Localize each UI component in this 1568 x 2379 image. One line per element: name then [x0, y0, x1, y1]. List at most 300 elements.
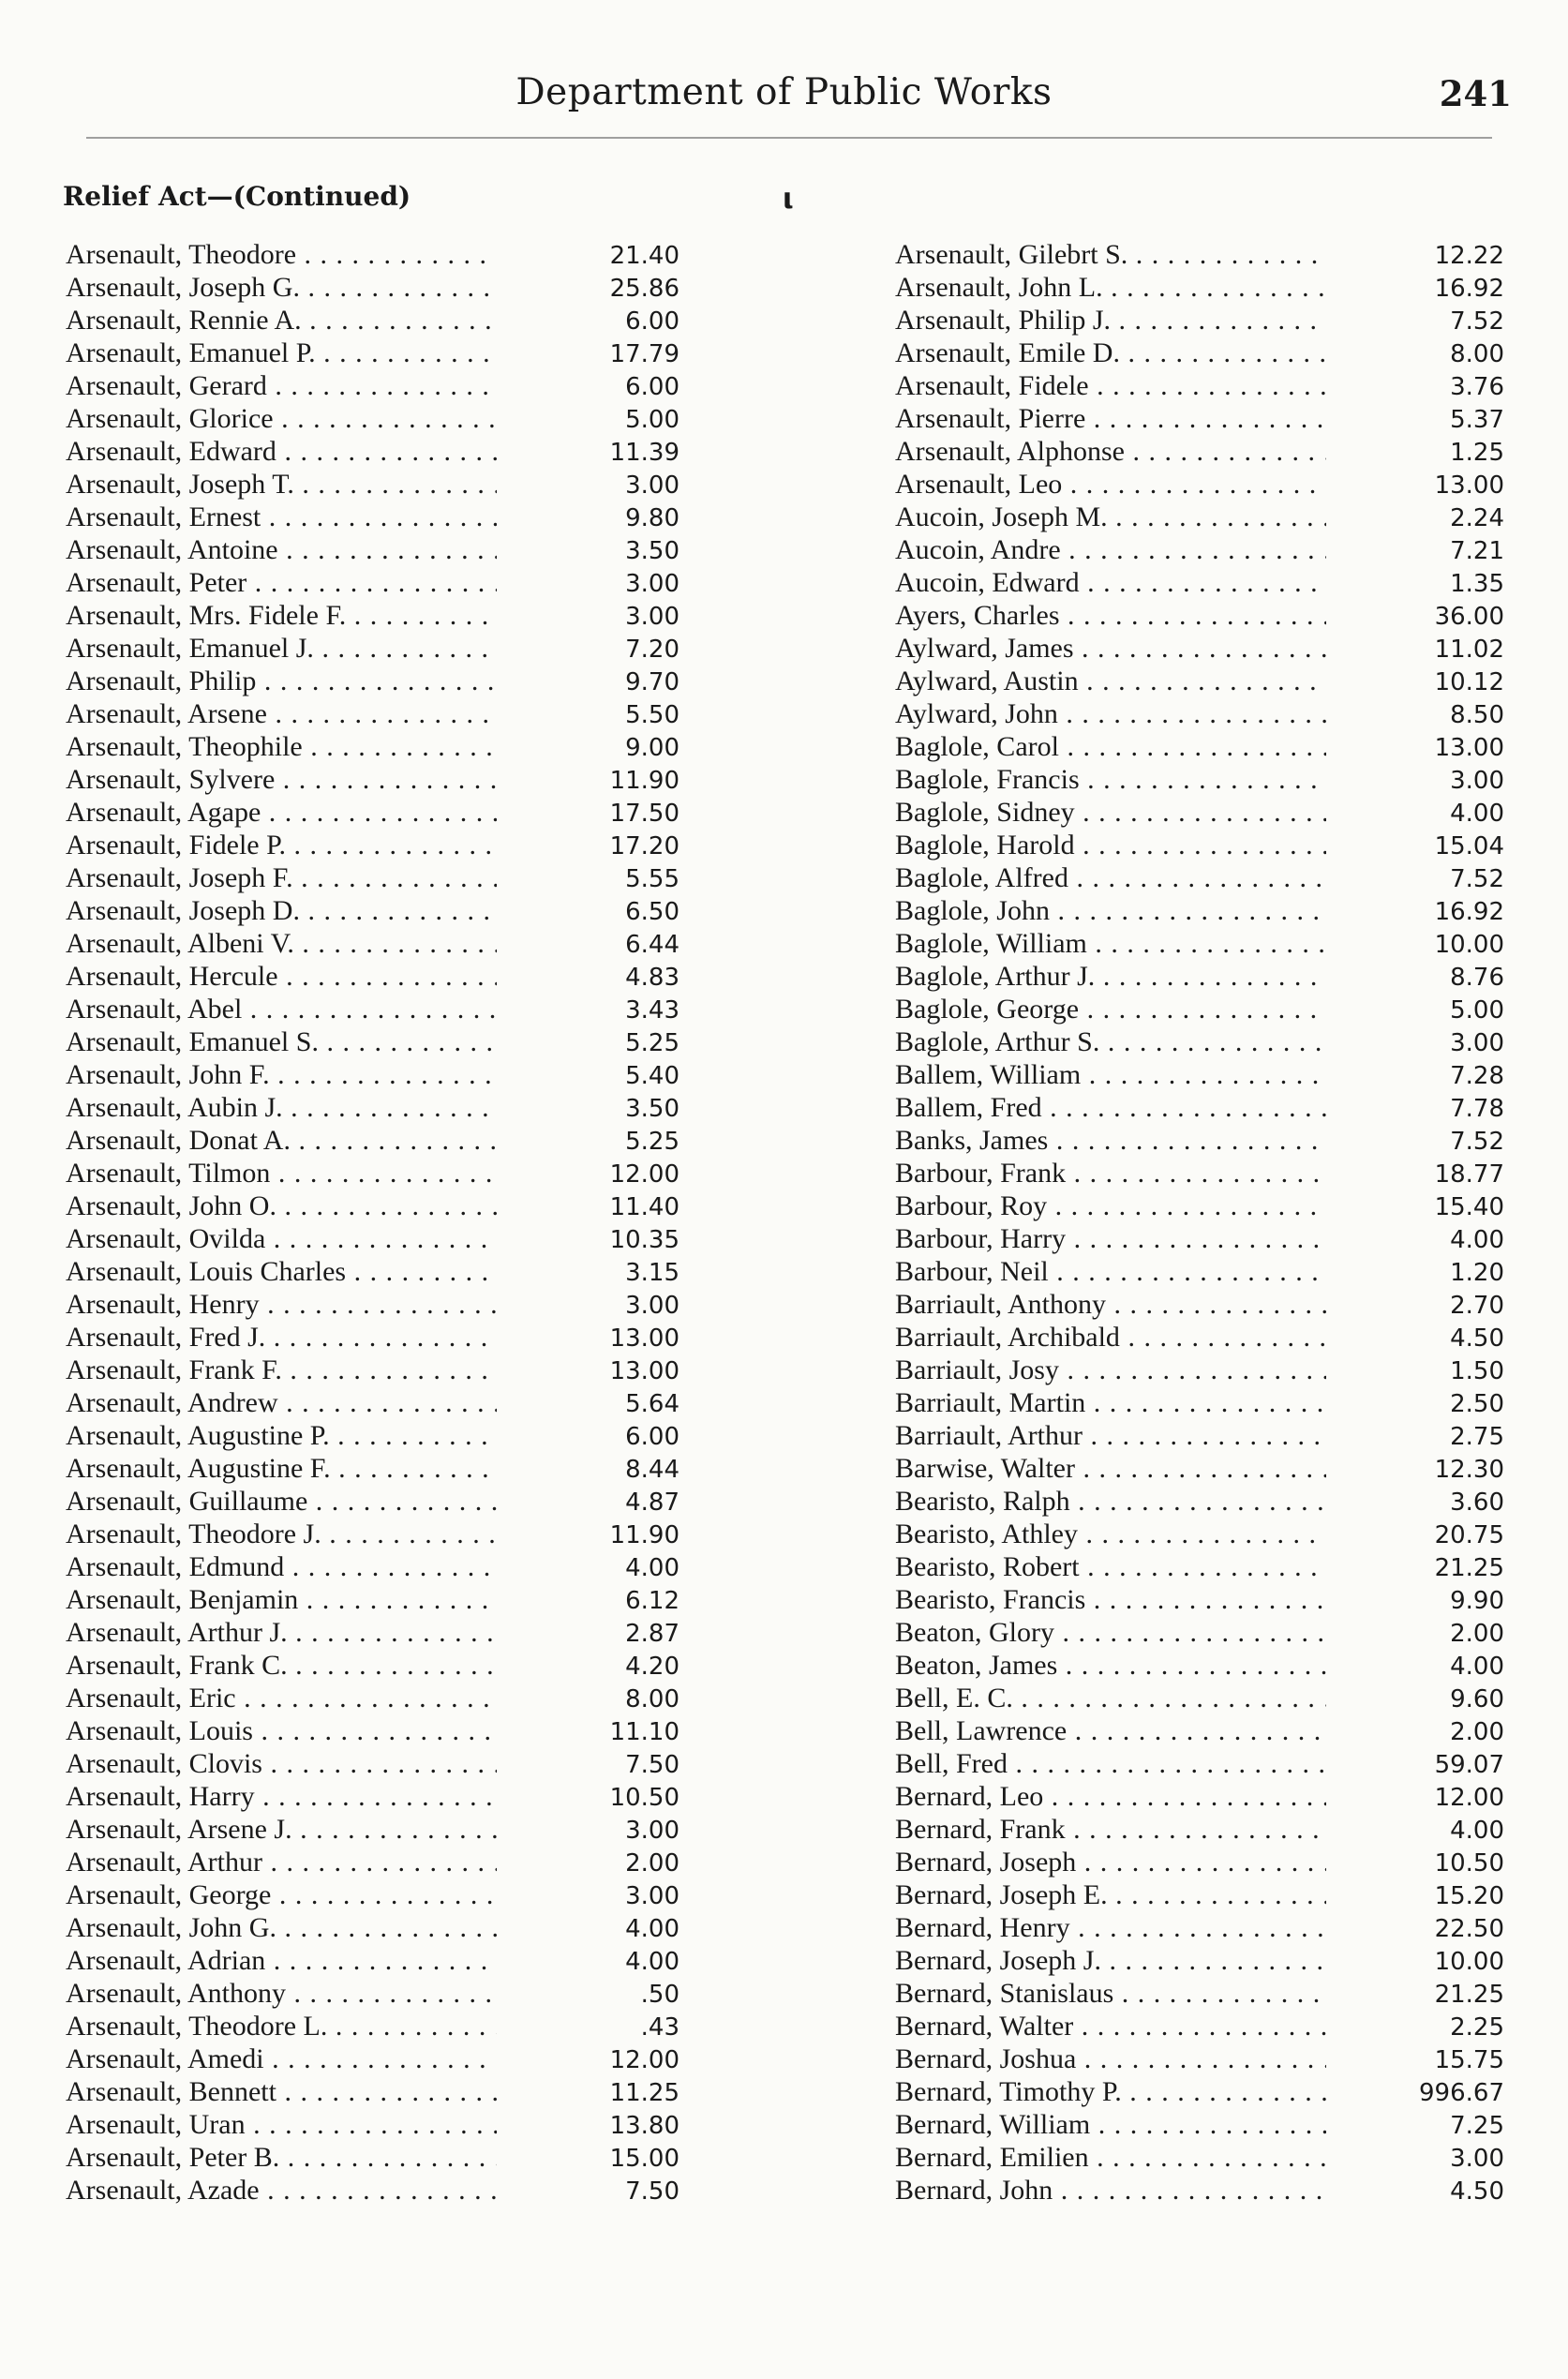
ledger-entry [66, 2042, 679, 2075]
payment-amount: 5.40 [625, 1062, 679, 1090]
payee-name: Arsenault, Agape . . . [66, 796, 497, 829]
payee-name: Barwise, Walter . . . [895, 1452, 1326, 1485]
payment-amount: 11.40 [609, 1193, 679, 1221]
ledger-entry [895, 1025, 1504, 1058]
ledger-entry [66, 665, 679, 697]
payment-amount: 8.00 [1450, 340, 1504, 368]
ledger-entry [895, 1583, 1504, 1616]
payment-amount: 5.25 [625, 1128, 679, 1156]
ledger-entry [895, 697, 1504, 730]
ledger-entry [895, 2042, 1504, 2075]
payee-name: Ballem, Fred . . . [895, 1091, 1326, 1124]
ledger-entry [895, 1518, 1504, 1550]
payee-name: Bernard, Timothy P. . . . [895, 2075, 1326, 2108]
payee-name: Baglole, John . . . [895, 894, 1326, 927]
payment-amount: 4.00 [625, 1554, 679, 1582]
payee-name: Arsenault, Philip . . . [66, 665, 497, 697]
payment-amount: 36.00 [1434, 603, 1504, 631]
payee-name: Beaton, Glory . . . [895, 1616, 1326, 1649]
payee-name: Arsenault, Gerard . . . [66, 369, 497, 402]
payment-amount: 10.12 [1434, 668, 1504, 696]
ledger-entry [66, 1288, 679, 1321]
payment-amount: 4.83 [625, 964, 679, 992]
payee-name: Arsenault, Philip J. . . . [895, 304, 1326, 337]
ledger-entry [895, 1616, 1504, 1649]
payment-amount: 11.39 [609, 439, 679, 467]
payee-name: Arsenault, Andrew . . . [66, 1386, 497, 1419]
payment-amount: 12.00 [1434, 1784, 1504, 1812]
payee-name: Bernard, Joshua . . . [895, 2042, 1326, 2075]
payee-name: Barbour, Harry . . . [895, 1222, 1326, 1255]
payee-name: Arsenault, Mrs. Fidele F. . . . [66, 599, 497, 632]
payee-name: Aucoin, Edward . . . [895, 566, 1326, 599]
payee-name: Bernard, Stanislaus . . . [895, 1977, 1326, 2010]
payee-name: Bernard, William . . . [895, 2108, 1326, 2141]
payment-amount: 4.00 [1450, 1817, 1504, 1845]
payment-amount: 6.00 [625, 1423, 679, 1451]
ledger-entry [66, 369, 679, 402]
payment-amount: 1.35 [1450, 570, 1504, 598]
ledger-entry [66, 632, 679, 665]
payment-amount: 2.25 [1450, 2013, 1504, 2042]
ledger-entry [66, 1452, 679, 1485]
payment-amount: 6.12 [625, 1587, 679, 1615]
ledger-entry [66, 566, 679, 599]
ledger-entry [66, 402, 679, 435]
payee-name: Arsenault, Joseph D. . . . [66, 894, 497, 927]
ledger-entry [66, 304, 679, 337]
ledger-entry [895, 665, 1504, 697]
ledger-entry [66, 960, 679, 993]
payee-name: Arsenault, Theodore L. . . . [66, 2010, 497, 2042]
payment-amount: 3.00 [1450, 1029, 1504, 1057]
ledger-entry [895, 533, 1504, 566]
payee-name: Bell, Fred . . . [895, 1747, 1326, 1780]
ledger-entry [66, 894, 679, 927]
ledger-entry [66, 1583, 679, 1616]
payment-amount: 7.78 [1450, 1095, 1504, 1123]
ledger-entry [895, 632, 1504, 665]
ledger-entry [895, 1485, 1504, 1518]
ledger-entry [895, 1944, 1504, 1977]
payee-name: Arsenault, Guillaume . . . [66, 1485, 497, 1518]
ledger-entry [66, 501, 679, 533]
payment-amount: 25.86 [609, 275, 679, 303]
payment-amount: 7.52 [1450, 865, 1504, 893]
ledger-entry [895, 993, 1504, 1025]
payee-name: Barriault, Martin . . . [895, 1386, 1326, 1419]
ledger-entry [66, 1682, 679, 1714]
ledger-entry [66, 1058, 679, 1091]
ledger-entry [66, 1714, 679, 1747]
ledger-entry [66, 861, 679, 894]
payment-amount: 3.76 [1450, 373, 1504, 401]
payee-name: Arsenault, Alphonse . . . [895, 435, 1326, 468]
payee-name: Arsenault, Ovilda . . . [66, 1222, 497, 1255]
payee-name: Arsenault, Pierre . . . [895, 402, 1326, 435]
ledger-entry [895, 1222, 1504, 1255]
payment-amount: 8.00 [625, 1685, 679, 1713]
payee-name: Ballem, William . . . [895, 1058, 1326, 1091]
payment-amount: 5.50 [625, 701, 679, 729]
payment-amount: 6.44 [625, 931, 679, 959]
payment-amount: .43 [640, 2013, 679, 2042]
payee-name: Arsenault, John G. . . . [66, 1911, 497, 1944]
ledger-entry [895, 763, 1504, 796]
payee-name: Arsenault, Emanuel P. . . . [66, 337, 497, 369]
ledger-entry [66, 927, 679, 960]
payee-name: Arsenault, Peter . . . [66, 566, 497, 599]
payee-name: Bernard, Joseph J. . . . [895, 1944, 1326, 1977]
payee-name: Bell, Lawrence . . . [895, 1714, 1326, 1747]
ledger-entry [895, 1649, 1504, 1682]
section-heading: Relief Act—(Continued) [63, 181, 411, 212]
payee-name: Bearisto, Francis . . . [895, 1583, 1326, 1616]
payment-amount: 21.40 [609, 242, 679, 270]
ledger-entry [895, 894, 1504, 927]
payment-amount: 12.30 [1434, 1456, 1504, 1484]
payment-amount: 3.00 [625, 1292, 679, 1320]
ledger-entry [895, 1846, 1504, 1878]
payee-name: Arsenault, Frank C. . . . [66, 1649, 497, 1682]
payee-name: Barriault, Josy . . . [895, 1354, 1326, 1386]
payee-name: Bernard, Henry . . . [895, 1911, 1326, 1944]
ledger-entry [895, 1288, 1504, 1321]
payee-name: Arsenault, Amedi . . . [66, 2042, 497, 2075]
ledger-entry [66, 2108, 679, 2141]
payment-amount: 10.50 [1434, 1849, 1504, 1878]
ledger-entry [895, 304, 1504, 337]
payee-name: Arsenault, Eric . . . [66, 1682, 497, 1714]
payment-amount: 12.00 [609, 2046, 679, 2074]
payment-amount: 7.25 [1450, 2112, 1504, 2140]
payment-amount: 3.00 [625, 1882, 679, 1910]
payment-amount: 16.92 [1434, 275, 1504, 303]
payment-amount: 3.00 [1450, 767, 1504, 795]
ledger-entry [895, 1747, 1504, 1780]
ledger-entry [66, 238, 679, 271]
payee-name: Arsenault, Theophile . . . [66, 730, 497, 763]
payee-name: Arsenault, Louis Charles . . . [66, 1255, 497, 1288]
payee-name: Arsenault, Gilebrt S. . . . [895, 238, 1326, 271]
payment-amount: 2.70 [1450, 1292, 1504, 1320]
ledger-entry [895, 1386, 1504, 1419]
payee-name: Arsenault, John O. . . . [66, 1190, 497, 1222]
ledger-entry [66, 1649, 679, 1682]
ledger-entry [895, 2075, 1504, 2108]
payee-name: Baglole, Arthur J. . . . [895, 960, 1326, 993]
payee-name: Aylward, Austin . . . [895, 665, 1326, 697]
payment-amount: 9.90 [1450, 1587, 1504, 1615]
payee-name: Arsenault, Theodore . . . [66, 238, 497, 271]
ledger-entry [895, 927, 1504, 960]
ledger-entry [895, 468, 1504, 501]
ledger-entry [895, 1157, 1504, 1190]
payment-amount: 3.00 [625, 471, 679, 500]
payment-amount: 9.80 [625, 504, 679, 532]
payment-amount: 5.25 [625, 1029, 679, 1057]
ledger-entry [66, 1157, 679, 1190]
payment-amount: 13.80 [609, 2112, 679, 2140]
payment-amount: 4.20 [625, 1653, 679, 1681]
payee-name: Baglole, Sidney . . . [895, 796, 1326, 829]
ledger-entry [66, 1190, 679, 1222]
payee-name: Arsenault, Azade . . . [66, 2174, 497, 2207]
ledger-entry [66, 1222, 679, 1255]
payment-amount: .50 [640, 1981, 679, 2009]
payee-name: Arsenault, Emanuel J. . . . [66, 632, 497, 665]
payment-amount: 3.43 [625, 996, 679, 1025]
payee-name: Arsenault, Arthur . . . [66, 1846, 497, 1878]
payment-amount: 18.77 [1434, 1160, 1504, 1189]
ledger-entry [895, 829, 1504, 861]
header-rule [86, 137, 1492, 139]
ledger-entry [895, 599, 1504, 632]
payee-name: Arsenault, Augustine F. . . . [66, 1452, 497, 1485]
payee-name: Arsenault, Emile D. . . . [895, 337, 1326, 369]
payment-amount: 12.22 [1434, 242, 1504, 270]
payee-name: Arsenault, Edmund . . . [66, 1550, 497, 1583]
payee-name: Arsenault, George . . . [66, 1878, 497, 1911]
payment-amount: 10.35 [609, 1226, 679, 1254]
ledger-entry [66, 599, 679, 632]
payee-name: Barbour, Frank . . . [895, 1157, 1326, 1190]
ledger-entry [895, 1321, 1504, 1354]
ledger-entry [895, 1419, 1504, 1452]
ledger-entry [66, 1091, 679, 1124]
payment-amount: 15.20 [1434, 1882, 1504, 1910]
payment-amount: 3.60 [1450, 1489, 1504, 1517]
ledger-entry [895, 2141, 1504, 2174]
ledger-entry [66, 763, 679, 796]
payment-amount: 4.00 [1450, 1226, 1504, 1254]
payee-name: Arsenault, John L. . . . [895, 271, 1326, 304]
payment-amount: 4.50 [1450, 1324, 1504, 1353]
payee-name: Arsenault, Joseph T. . . . [66, 468, 497, 501]
ledger-entry [66, 2174, 679, 2207]
ledger-entry [895, 1682, 1504, 1714]
payment-amount: 8.50 [1450, 701, 1504, 729]
payee-name: Barriault, Archibald . . . [895, 1321, 1326, 1354]
payee-name: Arsenault, Joseph F. . . . [66, 861, 497, 894]
payment-amount: 4.00 [625, 1948, 679, 1976]
payee-name: Ayers, Charles . . . [895, 599, 1326, 632]
payee-name: Barriault, Anthony . . . [895, 1288, 1326, 1321]
payee-name: Arsenault, Tilmon . . . [66, 1157, 497, 1190]
payment-amount: 3.00 [625, 603, 679, 631]
ledger-entry [895, 1878, 1504, 1911]
payee-name: Arsenault, Bennett . . . [66, 2075, 497, 2108]
payee-name: Baglole, Harold . . . [895, 829, 1326, 861]
payment-amount: 15.00 [609, 2145, 679, 2173]
ledger-entry [66, 1485, 679, 1518]
payment-amount: 4.50 [1450, 2177, 1504, 2206]
payee-name: Arsenault, Benjamin . . . [66, 1583, 497, 1616]
payment-amount: 16.92 [1434, 898, 1504, 926]
payee-name: Aucoin, Joseph M. . . . [895, 501, 1326, 533]
ledger-entry [66, 1911, 679, 1944]
department-title: Department of Public Works [515, 71, 1053, 113]
payment-amount: 10.00 [1434, 931, 1504, 959]
ledger-entry [66, 468, 679, 501]
payment-amount: 1.20 [1450, 1259, 1504, 1287]
payment-amount: 2.00 [1450, 1620, 1504, 1648]
ledger-entry [66, 697, 679, 730]
payment-amount: 5.37 [1450, 406, 1504, 434]
ledger-entry [895, 1813, 1504, 1846]
payee-name: Bearisto, Robert . . . [895, 1550, 1326, 1583]
payment-amount: 9.70 [625, 668, 679, 696]
ledger-entry [895, 369, 1504, 402]
payee-name: Bernard, Walter . . . [895, 2010, 1326, 2042]
ledger-entry [66, 1780, 679, 1813]
ledger-entry [895, 1714, 1504, 1747]
payment-amount: 12.00 [609, 1160, 679, 1189]
ledger-entry [66, 1813, 679, 1846]
payee-name: Baglole, William . . . [895, 927, 1326, 960]
payee-name: Bearisto, Ralph . . . [895, 1485, 1326, 1518]
payee-name: Bearisto, Athley . . . [895, 1518, 1326, 1550]
payment-amount: 17.50 [609, 800, 679, 828]
payee-name: Arsenault, Hercule . . . [66, 960, 497, 993]
payee-name: Bernard, Emilien . . . [895, 2141, 1326, 2174]
ledger-entry [895, 1124, 1504, 1157]
payment-amount: 11.25 [609, 2079, 679, 2107]
payee-name: Bernard, John . . . [895, 2174, 1326, 2207]
payee-name: Arsenault, Arsene J. . . . [66, 1813, 497, 1846]
payment-amount: 59.07 [1434, 1751, 1504, 1779]
ledger-entry [66, 1354, 679, 1386]
payee-name: Bell, E. C. . . . [895, 1682, 1326, 1714]
payment-amount: 17.79 [609, 340, 679, 368]
payee-name: Bernard, Frank . . . [895, 1813, 1326, 1846]
payment-amount: 10.50 [609, 1784, 679, 1812]
payment-amount: 4.00 [625, 1915, 679, 1943]
payment-amount: 17.20 [609, 832, 679, 860]
payee-name: Arsenault, Donat A. . . . [66, 1124, 497, 1157]
payment-amount: 2.87 [625, 1620, 679, 1648]
payment-amount: 15.04 [1434, 832, 1504, 860]
payee-name: Arsenault, Uran . . . [66, 2108, 497, 2141]
ledger-entry [895, 1911, 1504, 1944]
ledger-entry [895, 1058, 1504, 1091]
payee-name: Arsenault, Ernest . . . [66, 501, 497, 533]
payee-name: Barbour, Roy . . . [895, 1190, 1326, 1222]
ledger-entry [895, 402, 1504, 435]
payee-name: Arsenault, Rennie A. . . . [66, 304, 497, 337]
ledger-entry [895, 1780, 1504, 1813]
ledger-entry [66, 1321, 679, 1354]
ledger-entry [66, 1386, 679, 1419]
payment-amount: 11.90 [609, 1521, 679, 1549]
payee-name: Arsenault, Fred J. . . . [66, 1321, 497, 1354]
ledger-entry [66, 2010, 679, 2042]
ledger-entry [66, 533, 679, 566]
payment-amount: 22.50 [1434, 1915, 1504, 1943]
ledger-entry [66, 1124, 679, 1157]
payee-name: Arsenault, Frank F. . . . [66, 1354, 497, 1386]
payment-amount: 20.75 [1434, 1521, 1504, 1549]
payee-name: Arsenault, Aubin J. . . . [66, 1091, 497, 1124]
ledger-entry [66, 1747, 679, 1780]
payment-amount: 4.00 [1450, 800, 1504, 828]
ledger-entry [66, 1977, 679, 2010]
payment-amount: 2.00 [1450, 1718, 1504, 1746]
payee-name: Baglole, George . . . [895, 993, 1326, 1025]
ledger-entry [895, 1977, 1504, 2010]
ledger-entry [895, 1452, 1504, 1485]
payee-name: Bernard, Joseph . . . [895, 1846, 1326, 1878]
page-header [56, 71, 1512, 127]
ledger-entry [895, 2174, 1504, 2207]
ledger-entry [66, 730, 679, 763]
payment-amount: 8.76 [1450, 964, 1504, 992]
payee-name: Aylward, James . . . [895, 632, 1326, 665]
payee-name: Arsenault, Leo . . . [895, 468, 1326, 501]
ledger-entry [895, 2010, 1504, 2042]
payee-name: Bernard, Leo . . . [895, 1780, 1326, 1813]
payment-amount: 6.50 [625, 898, 679, 926]
payment-amount: 3.00 [625, 570, 679, 598]
payment-amount: 7.21 [1450, 537, 1504, 565]
payment-amount: 15.40 [1434, 1193, 1504, 1221]
payee-name: Bernard, Joseph E. . . . [895, 1878, 1326, 1911]
payee-name: Arsenault, Abel . . . [66, 993, 497, 1025]
payment-amount: 4.87 [625, 1489, 679, 1517]
payee-name: Arsenault, Harry . . . [66, 1780, 497, 1813]
payment-amount: 8.44 [625, 1456, 679, 1484]
ledger-entry [66, 2075, 679, 2108]
payment-amount: 13.00 [609, 1357, 679, 1385]
payee-name: Arsenault, Glorice . . . [66, 402, 497, 435]
payment-amount: 2.50 [1450, 1390, 1504, 1418]
payee-name: Baglole, Alfred . . . [895, 861, 1326, 894]
payment-amount: 7.52 [1450, 1128, 1504, 1156]
ledger-entry [895, 1190, 1504, 1222]
payee-name: Baglole, Carol . . . [895, 730, 1326, 763]
payee-name: Banks, James . . . [895, 1124, 1326, 1157]
payment-amount: 6.00 [625, 307, 679, 336]
payee-name: Arsenault, Clovis . . . [66, 1747, 497, 1780]
ledger-entry [66, 829, 679, 861]
ledger-entry [66, 1846, 679, 1878]
payment-amount: 2.75 [1450, 1423, 1504, 1451]
ledger-entry [66, 1550, 679, 1583]
ledger-entry [895, 796, 1504, 829]
ledger-entry [895, 1255, 1504, 1288]
payment-amount: 4.00 [1450, 1653, 1504, 1681]
payment-amount: 3.50 [625, 537, 679, 565]
payee-name: Baglole, Francis . . . [895, 763, 1326, 796]
ledger-entry [66, 1944, 679, 1977]
payee-name: Barbour, Neil . . . [895, 1255, 1326, 1288]
ledger-entry [66, 993, 679, 1025]
payment-amount: 3.00 [625, 1817, 679, 1845]
ledger-entry [895, 337, 1504, 369]
ledger-entry [895, 1550, 1504, 1583]
ledger-entry [66, 271, 679, 304]
left-column [66, 238, 679, 2207]
ledger-entry [895, 2108, 1504, 2141]
payee-name: Arsenault, Sylvere . . . [66, 763, 497, 796]
ledger-entry [66, 1518, 679, 1550]
ledger-entry [66, 1255, 679, 1288]
payment-amount: 10.00 [1434, 1948, 1504, 1976]
payee-name: Arsenault, Albeni V. . . . [66, 927, 497, 960]
payee-name: Aucoin, Andre . . . [895, 533, 1326, 566]
payment-amount: 996.67 [1419, 2079, 1504, 2107]
payment-amount: 15.75 [1434, 2046, 1504, 2074]
